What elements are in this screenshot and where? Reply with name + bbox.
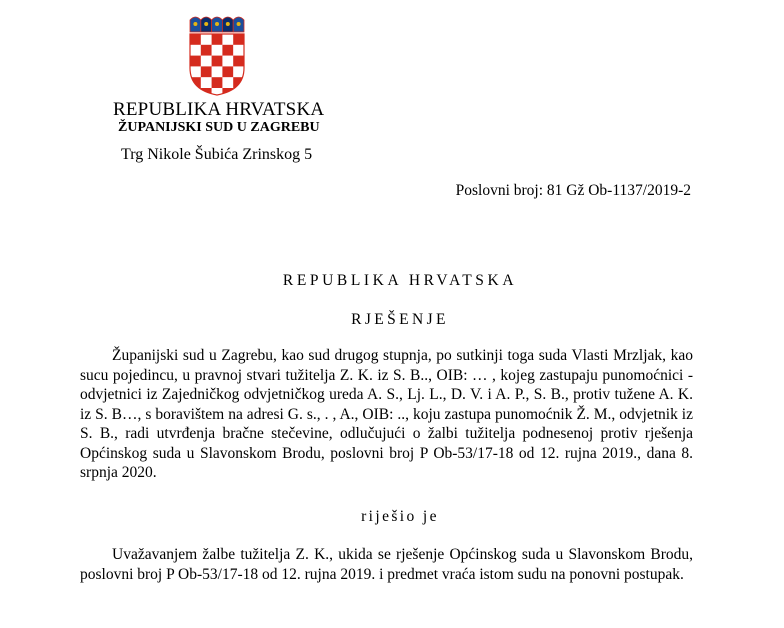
court-name: ŽUPANIJSKI SUD U ZAGREBU (118, 120, 320, 135)
document-heading: REPUBLIKA HRVATSKA (282, 272, 518, 289)
country-name: REPUBLIKA HRVATSKA (113, 99, 325, 120)
croatian-coat-of-arms-icon (186, 12, 248, 96)
case-number: Poslovni broj: 81 Gž Ob-1137/2019-2 (455, 182, 691, 199)
intro-paragraph: Županijski sud u Zagrebu, kao sud drugog stupnja, po sutkinji toga suda Vlasti Mrzljak, kao sucu pojedincu, u pravnoj stvari tužitelja Z. K. iz S. B.., OIB: … , kojeg zastupaju punomoćnici - odvjetnici iz Zajedničkog odvjetničkog ureda A. S., Lj. L., D. V. i A. P., S. B., protiv tužene A. K. iz S. B…, s boravištem na adresi G. s., . , A., OIB: .., koju zastupa punomoćnik Ž. M., odvjetnik iz S. B., radi utvrđenja bračne stečevine, odlučujući o žalbi tužitelja podnesenoj protiv rješenja Općinskog suda u Slavonskom Brodu, poslovni broj P Ob-53/17-18 od 12. rujna 2019., dana 8. srpnja 2020. (80, 347, 693, 481)
decision-paragraph: Uvažavanjem žalbe tužitelja Z. K., ukida se rješenje Općinskog suda u Slavonskom Brodu, poslovni broj P Ob-53/17-18 od 12. rujna 2019. i predmet vraća istom sudu na ponovni postupak. (80, 546, 693, 583)
decision-heading: riješio je (361, 508, 439, 525)
court-address: Trg Nikole Šubića Zrinskog 5 (121, 146, 313, 163)
document-type: RJEŠENJE (351, 311, 449, 328)
